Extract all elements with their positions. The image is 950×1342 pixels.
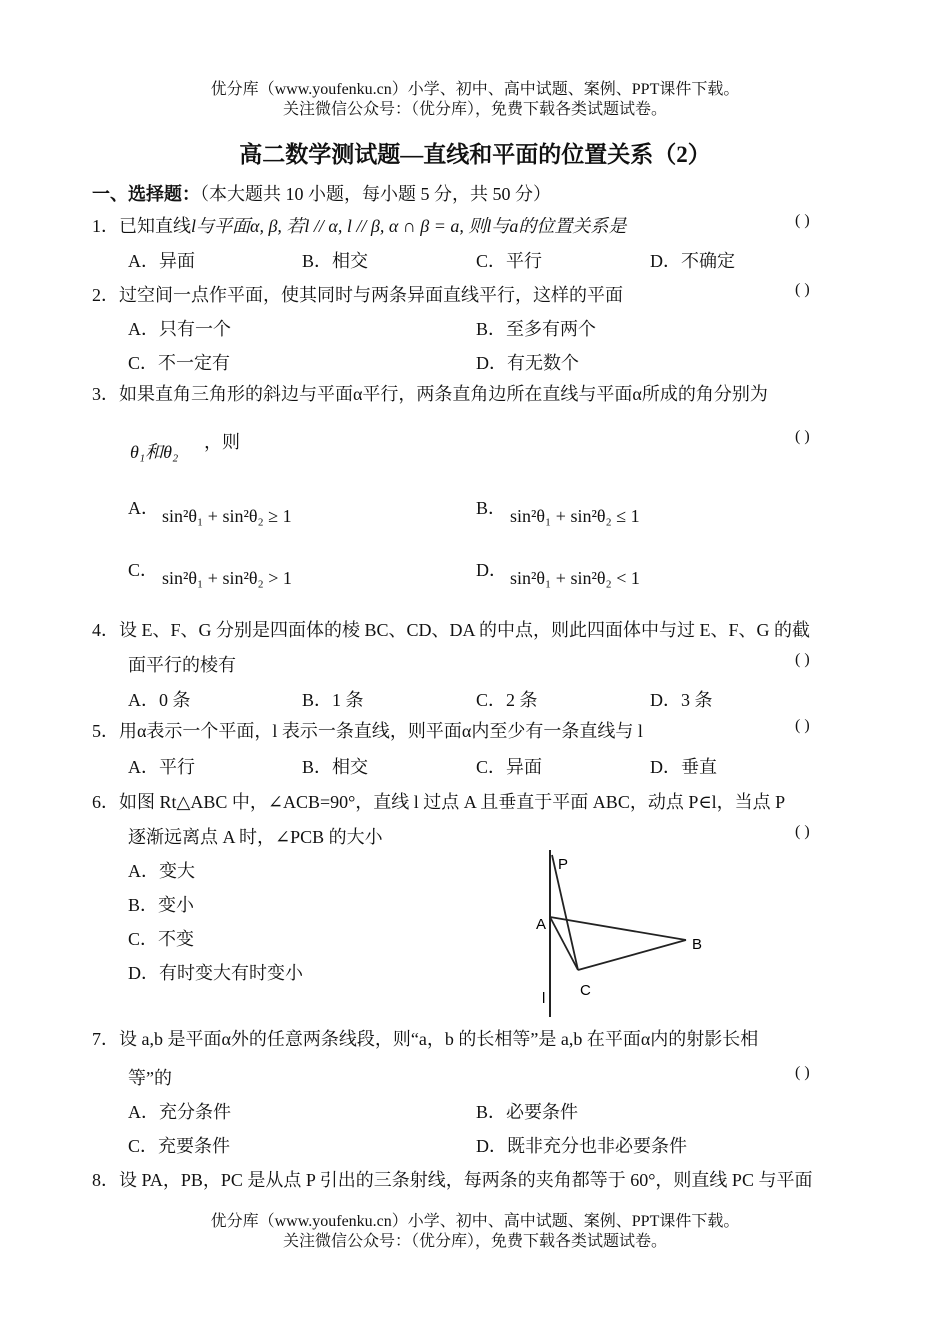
q2-number: 2． [92, 285, 119, 305]
question-6 [92, 788, 785, 814]
q4-text-2: 面平行的棱有 [128, 655, 236, 675]
q5-option-c: C．异面 [476, 757, 543, 777]
q3-option-d-label: D． [476, 560, 507, 580]
q1-option-a: A．异面 [128, 251, 195, 271]
q5-text: 用α表示一个平面，l 表示一条直线，则平面α内至少有一条直线与 l [119, 721, 643, 741]
q3-option-a-label: A． [128, 498, 159, 518]
q4-answer-paren: ( ) [795, 651, 810, 668]
label-b: B [692, 936, 703, 953]
q5-option-a: A．平行 [128, 757, 195, 777]
label-a: A [536, 916, 547, 933]
q3-number: 3． [92, 384, 119, 404]
q1-option-b: B．相交 [302, 251, 369, 271]
q3-option-d-math: sin²θ₁ + sin²θ₂ < 1 [510, 568, 640, 588]
question-8 [92, 1166, 812, 1192]
question-2 [92, 281, 623, 307]
q1-option-c: C．平行 [476, 251, 543, 271]
q8-text: 设 PA，PB，PC 是从点 P 引出的三条射线，每两条的夹角都等于 60°，则直线 PC 与平面 [119, 1170, 813, 1190]
q3-option-b-label: B． [476, 498, 507, 518]
section-desc: （本大题共 10 小题，每小题 5 分，共 50 分） [200, 184, 551, 204]
q1-option-d: D．不确定 [650, 251, 735, 271]
q7-text: 设 a,b 是平面α外的任意两条线段，则“a，b 的长相等”是 a,b 在平面α内的射影长相 [119, 1029, 759, 1049]
q2-answer-paren: ( ) [795, 281, 810, 298]
q1-number: 1． [92, 216, 119, 236]
q3-line-2-text: ，则 [204, 432, 240, 452]
q4-number: 4． [92, 620, 119, 640]
q7-number: 7． [92, 1029, 119, 1049]
q7-answer-paren: ( ) [795, 1064, 810, 1081]
segment-ac [550, 917, 578, 970]
question-5 [92, 717, 643, 743]
q1-text: 已知直线 [119, 216, 191, 236]
footer-line-1: 优分库（www.youfenku.cn）小学、初中、高中试题、案例、PPT课件下载。 [210, 1213, 740, 1230]
q7-option-a: A．充分条件 [128, 1102, 231, 1122]
section-label: 一、选择题： [92, 184, 200, 204]
q3-answer-paren: ( ) [795, 428, 810, 445]
q6-option-a: A．变大 [128, 861, 195, 881]
header-line-1: 优分库（www.youfenku.cn）小学、初中、高中试题、案例、PPT课件下载。 [210, 81, 740, 98]
q1-math: l与平面α, β, 若l // α, l // β, α ∩ β = a, 则l与a的位置关系是 [191, 216, 627, 236]
q4-text: 设 E、F、G 分别是四面体的棱 BC、CD、DA 的中点，则此四面体中与过 E、F、G 的截 [119, 620, 811, 640]
q3-option-c-label: C． [128, 560, 159, 580]
q6-option-c: C．不变 [128, 929, 195, 949]
q2-option-b: B．至多有两个 [476, 319, 597, 339]
q3-line-2 [130, 438, 178, 464]
q5-option-d: D．垂直 [650, 757, 717, 777]
question-3 [92, 380, 768, 406]
q6-number: 6． [92, 792, 119, 812]
q2-option-d: D．有无数个 [476, 353, 579, 373]
q1-answer-paren: ( ) [795, 212, 810, 229]
q2-option-a: A．只有一个 [128, 319, 231, 339]
section-heading [92, 180, 551, 206]
q4-option-d: D．3 条 [650, 690, 713, 710]
q3-option-b-math: sin²θ₁ + sin²θ₂ ≤ 1 [510, 506, 640, 526]
q3-theta-math: θ₁和θ₂ [130, 442, 179, 462]
q6-option-b: B．变小 [128, 895, 195, 915]
question-7 [92, 1025, 758, 1051]
q7-text-2: 等”的 [128, 1068, 172, 1088]
page-title: 高二数学测试题—直线和平面的位置关系（2） [239, 142, 711, 167]
q6-text-2: 逐渐远离点 A 时，∠PCB 的大小 [128, 827, 383, 847]
q6-figure [520, 845, 730, 1025]
q5-number: 5． [92, 721, 119, 741]
q5-option-b: B．相交 [302, 757, 369, 777]
label-c: C [580, 982, 591, 999]
question-1 [92, 212, 626, 238]
q4-option-b: B．1 条 [302, 690, 364, 710]
q3-option-a-math: sin²θ₁ + sin²θ₂ ≥ 1 [162, 506, 292, 526]
question-4 [92, 616, 810, 642]
segment-cb [578, 940, 686, 970]
q2-option-c: C．不一定有 [128, 353, 231, 373]
footer-line-2: 关注微信公众号：（优分库），免费下载各类试题试卷。 [282, 1233, 667, 1250]
q7-option-d: D．既非充分也非必要条件 [476, 1136, 687, 1156]
q4-option-c: C．2 条 [476, 690, 538, 710]
q7-option-b: B．必要条件 [476, 1102, 579, 1122]
q7-option-c: C．充要条件 [128, 1136, 231, 1156]
label-p: P [558, 856, 569, 873]
q4-option-a: A．0 条 [128, 690, 191, 710]
q6-answer-paren: ( ) [795, 823, 810, 840]
label-l: l [542, 990, 546, 1007]
q5-answer-paren: ( ) [795, 717, 810, 734]
header-line-2: 关注微信公众号：（优分库），免费下载各类试题试卷。 [282, 101, 667, 118]
q8-number: 8． [92, 1170, 119, 1190]
q6-text: 如图 Rt△ABC 中，∠ACB=90°，直线 l 过点 A 且垂直于平面 ABC，动点 P∈l，当点 P [119, 792, 786, 812]
q2-text: 过空间一点作平面，使其同时与两条异面直线平行，这样的平面 [119, 285, 623, 305]
q3-option-c-math: sin²θ₁ + sin²θ₂ > 1 [162, 568, 292, 588]
q3-text: 如果直角三角形的斜边与平面α平行，两条直角边所在直线与平面α所成的角分别为 [119, 384, 768, 404]
q6-option-d: D．有时变大有时变小 [128, 963, 303, 983]
